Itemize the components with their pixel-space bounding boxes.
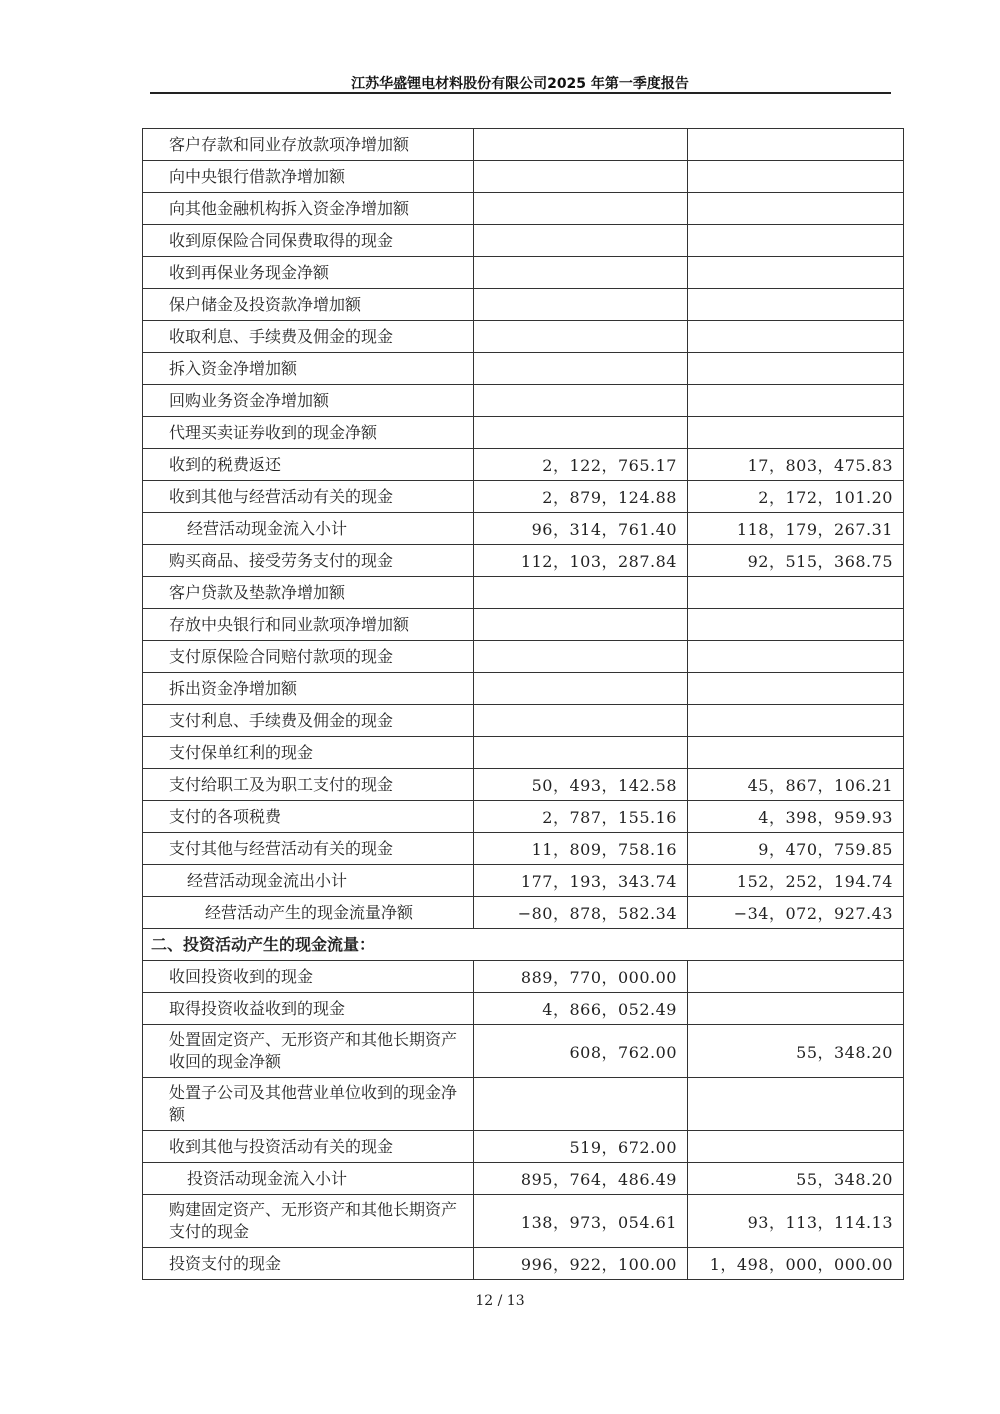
row-label: 代理买卖证券收到的现金净额 bbox=[143, 417, 474, 449]
row-label: 购买商品、接受劳务支付的现金 bbox=[143, 545, 474, 577]
table-row bbox=[143, 129, 904, 161]
table-row bbox=[143, 769, 904, 801]
row-label: 支付保单红利的现金 bbox=[143, 737, 474, 769]
prior-period-value bbox=[688, 993, 904, 1025]
table-row bbox=[143, 1025, 904, 1078]
table-row bbox=[143, 481, 904, 513]
table-row bbox=[143, 833, 904, 865]
row-label: 支付利息、手续费及佣金的现金 bbox=[143, 705, 474, 737]
table-row bbox=[143, 449, 904, 481]
row-label: 取得投资收益收到的现金 bbox=[143, 993, 474, 1025]
current-period-value: 889，770，000.00 bbox=[474, 961, 688, 993]
table-row bbox=[143, 737, 904, 769]
prior-period-value: 2，172，101.20 bbox=[688, 481, 904, 513]
current-period-value: 50，493，142.58 bbox=[474, 769, 688, 801]
current-period-value bbox=[474, 577, 688, 609]
prior-period-value: 17，803，475.83 bbox=[688, 449, 904, 481]
current-period-value bbox=[474, 225, 688, 257]
prior-period-value: 4，398，959.93 bbox=[688, 801, 904, 833]
row-label: 保户储金及投资款净增加额 bbox=[143, 289, 474, 321]
prior-period-value bbox=[688, 417, 904, 449]
prior-period-value: 1，498，000，000.00 bbox=[688, 1248, 904, 1280]
table-row bbox=[143, 513, 904, 545]
row-label: 存放中央银行和同业款项净增加额 bbox=[143, 609, 474, 641]
table-row bbox=[143, 385, 904, 417]
row-label: 收到的税费返还 bbox=[143, 449, 474, 481]
table-row bbox=[143, 161, 904, 193]
current-period-value bbox=[474, 321, 688, 353]
prior-period-value: 45，867，106.21 bbox=[688, 769, 904, 801]
prior-period-value: 92，515，368.75 bbox=[688, 545, 904, 577]
table-row bbox=[143, 289, 904, 321]
prior-period-value bbox=[688, 609, 904, 641]
current-period-value: 112，103，287.84 bbox=[474, 545, 688, 577]
row-label: 支付的各项税费 bbox=[143, 801, 474, 833]
current-period-value bbox=[474, 417, 688, 449]
current-period-value: 2，879，124.88 bbox=[474, 481, 688, 513]
row-label: 拆入资金净增加额 bbox=[143, 353, 474, 385]
row-label: 购建固定资产、无形资产和其他长期资产支付的现金 bbox=[143, 1195, 474, 1248]
table-row bbox=[143, 897, 904, 929]
current-period-value bbox=[474, 257, 688, 289]
row-label: 收到原保险合同保费取得的现金 bbox=[143, 225, 474, 257]
row-label: 向中央银行借款净增加额 bbox=[143, 161, 474, 193]
current-period-value bbox=[474, 129, 688, 161]
row-label: 支付其他与经营活动有关的现金 bbox=[143, 833, 474, 865]
prior-period-value bbox=[688, 193, 904, 225]
section-heading: 二、投资活动产生的现金流量： bbox=[143, 929, 904, 961]
current-period-value bbox=[474, 385, 688, 417]
prior-period-value bbox=[688, 705, 904, 737]
current-period-value: 608，762.00 bbox=[474, 1025, 688, 1078]
table-row bbox=[143, 673, 904, 705]
prior-period-value bbox=[688, 161, 904, 193]
current-period-value: 4，866，052.49 bbox=[474, 993, 688, 1025]
current-period-value: 138，973，054.61 bbox=[474, 1195, 688, 1248]
current-period-value: 96，314，761.40 bbox=[474, 513, 688, 545]
table-row bbox=[143, 993, 904, 1025]
row-label: 客户贷款及垫款净增加额 bbox=[143, 577, 474, 609]
table-row bbox=[143, 225, 904, 257]
table-row bbox=[143, 641, 904, 673]
row-label: 收到其他与经营活动有关的现金 bbox=[143, 481, 474, 513]
row-label: 支付原保险合同赔付款项的现金 bbox=[143, 641, 474, 673]
row-label: 处置固定资产、无形资产和其他长期资产收回的现金净额 bbox=[143, 1025, 474, 1078]
row-label: 回购业务资金净增加额 bbox=[143, 385, 474, 417]
current-period-value bbox=[474, 705, 688, 737]
prior-period-value bbox=[688, 257, 904, 289]
prior-period-value bbox=[688, 577, 904, 609]
prior-period-value bbox=[688, 961, 904, 993]
current-period-value: −80，878，582.34 bbox=[474, 897, 688, 929]
current-period-value bbox=[474, 641, 688, 673]
current-period-value: 895，764，486.49 bbox=[474, 1163, 688, 1195]
table-row bbox=[143, 961, 904, 993]
table-row bbox=[143, 257, 904, 289]
table-row bbox=[143, 1195, 904, 1248]
current-period-value bbox=[474, 737, 688, 769]
cash-flow-table bbox=[142, 128, 904, 1280]
table-row bbox=[143, 1131, 904, 1163]
prior-period-value bbox=[688, 353, 904, 385]
current-period-value bbox=[474, 353, 688, 385]
table-row bbox=[143, 1078, 904, 1131]
row-label: 客户存款和同业存放款项净增加额 bbox=[143, 129, 474, 161]
current-period-value: 2，122，765.17 bbox=[474, 449, 688, 481]
prior-period-value bbox=[688, 321, 904, 353]
row-label: 收回投资收到的现金 bbox=[143, 961, 474, 993]
report-header-title: 江苏华盛锂电材料股份有限公司2025 年第一季度报告 bbox=[351, 76, 689, 92]
table-row bbox=[143, 545, 904, 577]
row-label: 经营活动现金流入小计 bbox=[143, 513, 474, 545]
row-label: 收到其他与投资活动有关的现金 bbox=[143, 1131, 474, 1163]
row-label: 向其他金融机构拆入资金净增加额 bbox=[143, 193, 474, 225]
current-period-value bbox=[474, 289, 688, 321]
row-label: 收取利息、手续费及佣金的现金 bbox=[143, 321, 474, 353]
prior-period-value: −34，072，927.43 bbox=[688, 897, 904, 929]
row-label: 收到再保业务现金净额 bbox=[143, 257, 474, 289]
table-row bbox=[143, 865, 904, 897]
row-label: 支付给职工及为职工支付的现金 bbox=[143, 769, 474, 801]
row-label: 投资支付的现金 bbox=[143, 1248, 474, 1280]
current-period-value bbox=[474, 609, 688, 641]
current-period-value: 177，193，343.74 bbox=[474, 865, 688, 897]
table-row bbox=[143, 353, 904, 385]
current-period-value bbox=[474, 161, 688, 193]
prior-period-value: 55，348.20 bbox=[688, 1025, 904, 1078]
table-row bbox=[143, 609, 904, 641]
current-period-value bbox=[474, 673, 688, 705]
header-divider bbox=[150, 92, 891, 94]
prior-period-value bbox=[688, 385, 904, 417]
table-row bbox=[143, 1163, 904, 1195]
section-heading-row bbox=[143, 929, 904, 961]
table-row bbox=[143, 801, 904, 833]
prior-period-value bbox=[688, 1078, 904, 1131]
current-period-value: 2，787，155.16 bbox=[474, 801, 688, 833]
prior-period-value: 93，113，114.13 bbox=[688, 1195, 904, 1248]
current-period-value: 519，672.00 bbox=[474, 1131, 688, 1163]
prior-period-value: 118，179，267.31 bbox=[688, 513, 904, 545]
page-number: 12 / 13 bbox=[475, 1293, 525, 1309]
current-period-value bbox=[474, 193, 688, 225]
current-period-value: 11，809，758.16 bbox=[474, 833, 688, 865]
prior-period-value bbox=[688, 1131, 904, 1163]
prior-period-value: 9，470，759.85 bbox=[688, 833, 904, 865]
table-row bbox=[143, 1248, 904, 1280]
current-period-value: 996，922，100.00 bbox=[474, 1248, 688, 1280]
prior-period-value: 152，252，194.74 bbox=[688, 865, 904, 897]
table-row bbox=[143, 321, 904, 353]
table-row bbox=[143, 577, 904, 609]
row-label: 处置子公司及其他营业单位收到的现金净额 bbox=[143, 1078, 474, 1131]
prior-period-value bbox=[688, 129, 904, 161]
row-label: 拆出资金净增加额 bbox=[143, 673, 474, 705]
prior-period-value bbox=[688, 641, 904, 673]
row-label: 投资活动现金流入小计 bbox=[143, 1163, 474, 1195]
table-row bbox=[143, 193, 904, 225]
prior-period-value: 55，348.20 bbox=[688, 1163, 904, 1195]
prior-period-value bbox=[688, 225, 904, 257]
prior-period-value bbox=[688, 737, 904, 769]
row-label: 经营活动产生的现金流量净额 bbox=[143, 897, 474, 929]
prior-period-value bbox=[688, 289, 904, 321]
row-label: 经营活动现金流出小计 bbox=[143, 865, 474, 897]
table-row bbox=[143, 705, 904, 737]
prior-period-value bbox=[688, 673, 904, 705]
current-period-value bbox=[474, 1078, 688, 1131]
table-row bbox=[143, 417, 904, 449]
